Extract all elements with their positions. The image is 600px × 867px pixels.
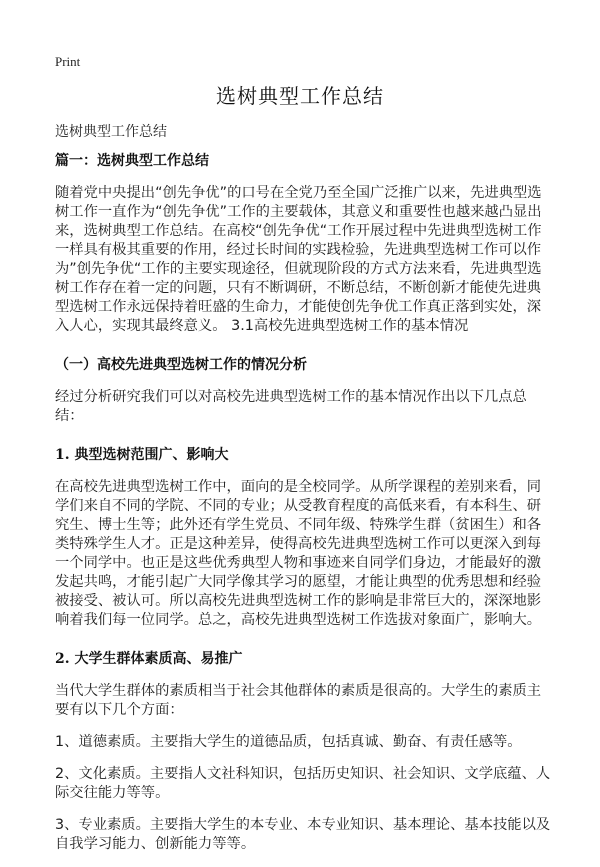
print-label: Print bbox=[55, 54, 81, 69]
document-subtitle: 选树典型工作总结 bbox=[55, 124, 167, 140]
analysis-intro-paragraph: 经过分析研究我们可以对高校先进典型选树工作的基本情况作出以下几点总结： bbox=[55, 389, 527, 424]
point2-heading: 2. 大学生群体素质高、易推广 bbox=[55, 651, 243, 667]
point1-paragraph: 在高校先进典型选树工作中，面向的是全校同学。从所学课程的差别来看，同学们来自不同的学院、不同的专业；从受教育程度的高低来看，有本科生、研究生、博士生等；此外还有学生党员、不同年级、特殊学生群（贫困生）和各类特殊学生人才。正是这种差异，使得高校先进典型选树工作可以更深入到每一个同学中。也正是这些优秀典型人物和事迹来自同学们身边，才能最好的激发起共鸣，才能引起广大同学像其学习的愿望，才能让典型的优秀思想和经验被接受、被认可。所以高校先进典型选树工作的影响是非常巨大的，深深地影响着我们每一位同学。总之，高校先进典型选树工作选拔对象面广，影响大。 bbox=[55, 479, 542, 628]
quality-item: 1、道德素质。主要指大学生的道德品质，包括真诚、勤奋、有责任感等。 bbox=[55, 734, 522, 750]
subsection-heading: （一）高校先进典型选树工作的情况分析 bbox=[55, 357, 307, 373]
quality-item: 3、专业素质。主要指大学生的本专业、本专业知识、基本理论、基本技能以及自我学习能力、创新能力等等。 bbox=[55, 817, 551, 852]
document-title: 选树典型工作总结 bbox=[216, 84, 384, 108]
intro-paragraph: 随着党中央提出“创先争优”的口号在全党乃至全国广泛推广以来，先进典型选树工作一直作为“创先争优”工作的主要载体，其意义和重要性也越来越凸显出来，选树典型工作总结。在高校“创先争优“工作开展过程中先进典型选树工作一样具有极其重要的作用，经过长时间的实践检验，先进典型选树工作可以作为”创先争优“工作的主要实现途径，但就现阶段的方式方法来看，先进典型选树工作存在着一定的问题，只有不断调研，不断总结，不断创新才能使先进典型选树工作永远保持着旺盛的生命力，才能使创先争优工作真正落到实处，深入人心，实现其最终意义。 3.1高校先进典型选树工作的基本情况 bbox=[55, 185, 542, 334]
quality-item: 2、文化素质。主要指人文社科知识，包括历史知识、社会知识、文学底蕴、人际交往能力等等。 bbox=[55, 766, 551, 801]
point1-heading: 1. 典型选树范围广、影响大 bbox=[55, 447, 229, 463]
document-body bbox=[55, 150, 553, 867]
section-heading: 篇一：选树典型工作总结 bbox=[55, 153, 209, 169]
point2-paragraph: 当代大学生群体的素质相当于社会其他群体的素质是很高的。大学生的素质主要有以下几个方面： bbox=[55, 683, 542, 718]
